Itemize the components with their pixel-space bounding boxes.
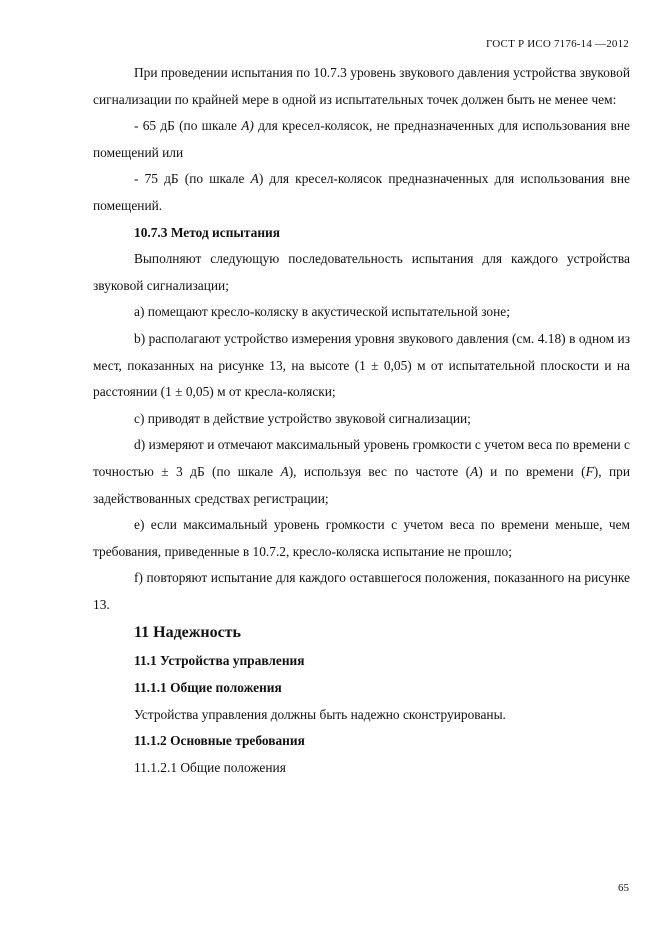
- scale-a: А: [280, 463, 289, 479]
- list-item-e: е) если максимальный уровень громкости с учетом веса по времени меньше, чем требования, приведенные в 10.7.2, кресло-коляска испытание не прошло;: [93, 517, 630, 559]
- page-number: 65: [618, 882, 629, 894]
- paragraph-controls: Устройства управления должны быть надежно сконструированы.: [134, 706, 506, 722]
- paragraph-sequence: Выполняют следующую последовательность испытания для каждого устройства звуковой сигнализации;: [93, 251, 630, 293]
- weight-f: F: [585, 463, 594, 479]
- heading-11-1-2: 11.1.2 Основные требования: [134, 733, 305, 749]
- text-run: - 75 дБ (по шкале: [134, 171, 251, 187]
- document-header: ГОСТ Р ИСО 7176-14 —2012: [485, 38, 629, 50]
- text-run: ), используя вес по частоте (: [288, 463, 471, 479]
- list-item-a: а) помещают кресло-коляску в акустической испытательной зоне;: [134, 304, 510, 320]
- text-run: ), при задействованных средствах регистрации;: [93, 463, 630, 506]
- heading-11-1-1: 11.1.1 Общие положения: [134, 680, 282, 696]
- document-body: [93, 60, 630, 781]
- text-run: - 65 дБ (по шкале: [134, 118, 242, 134]
- text-run: ) для кресел-колясок предназначенных для использования вне помещений.: [93, 171, 630, 213]
- list-item-75db: [93, 166, 630, 219]
- weight-a: А: [470, 463, 479, 479]
- list-item-d: [93, 432, 630, 512]
- heading-11-1: 11.1 Устройства управления: [134, 653, 305, 669]
- heading-11: 11 Надежность: [134, 624, 241, 642]
- paragraph-sound-level: При проведении испытания по 10.7.3 уровень звукового давления устройства звуковой сигнализации по крайней мере в одной из испытательных точек должен быть не менее чем:: [93, 65, 630, 107]
- scale-a: А: [250, 171, 259, 187]
- list-item-b: b) располагают устройство измерения уровня звукового давления (см. 4.18) в одном из мест, показанных на рисунке 13, на высоте (1 ± 0,05) м от испытательной плоскости и на расстоянии (1 ± 0,05) м от кресла-коляски;: [93, 330, 630, 400]
- text-run: для кресел-колясок, не предназначенных для использования вне помещений или: [93, 118, 630, 160]
- text-run: ) и по времени (: [478, 463, 586, 479]
- list-item-65db: [93, 113, 630, 166]
- text-run: d) измеряют и отмечают максимальный уровень громкости с учетом веса по времени с точностью ± 3 дБ (по шкале: [93, 437, 630, 479]
- heading-10-7-3: 10.7.3 Метод испытания: [134, 224, 281, 240]
- scale-a: А): [241, 118, 254, 134]
- list-item-f: f) повторяют испытание для каждого оставшегося положения, показанного на рисунке 13.: [93, 570, 630, 612]
- list-item-c: с) приводят в действие устройство звуковой сигнализации;: [134, 410, 471, 426]
- heading-11-1-2-1: 11.1.2.1 Общие положения: [134, 759, 286, 775]
